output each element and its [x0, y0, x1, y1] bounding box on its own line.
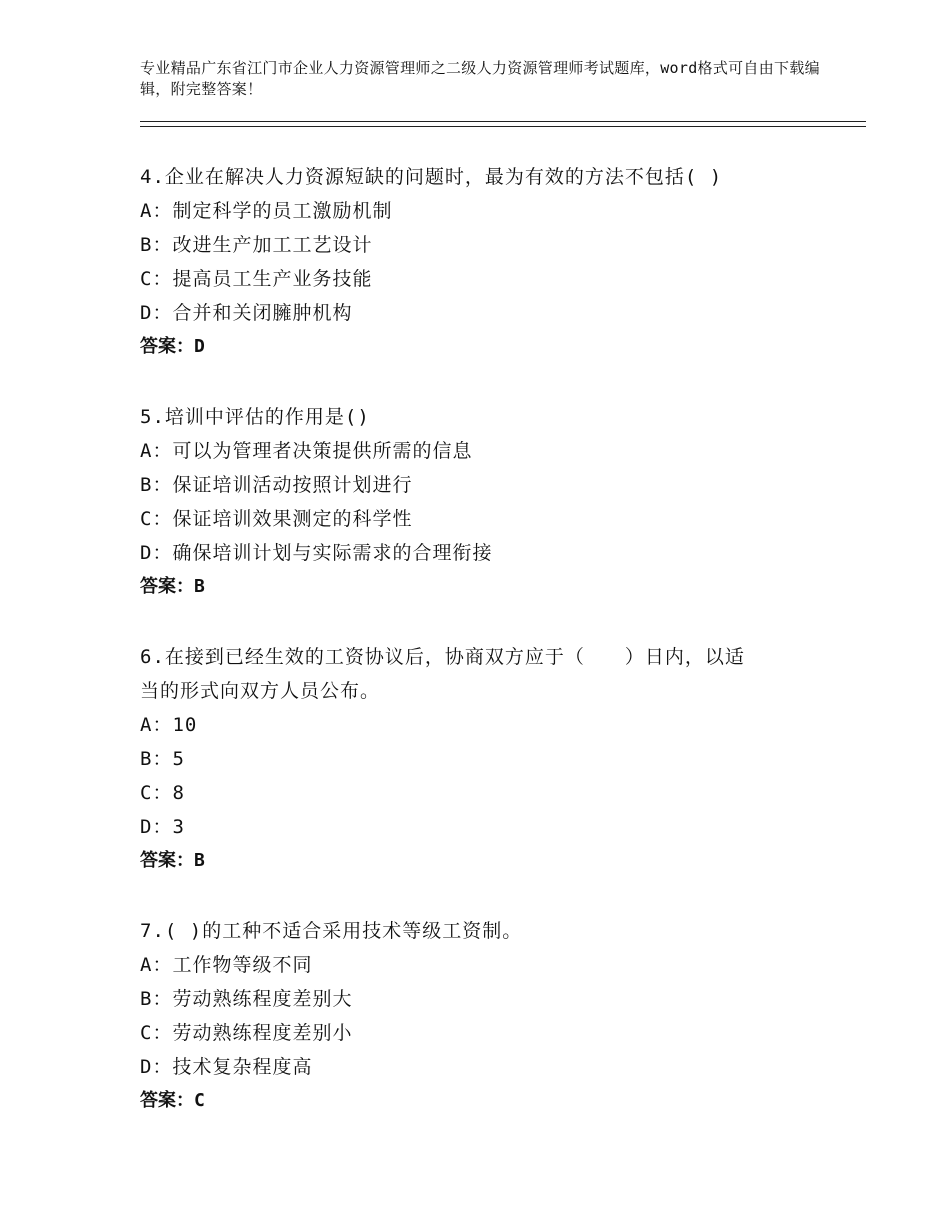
- option-a: A：工作物等级不同: [140, 954, 313, 976]
- option-b: B：劳动熟练程度差别大: [140, 988, 353, 1010]
- option-a: A：10: [140, 714, 198, 736]
- question-list: [140, 160, 840, 1154]
- answer-value: B: [194, 576, 205, 597]
- option-c: C：保证培训效果测定的科学性: [140, 508, 413, 530]
- option-b: B：改进生产加工工艺设计: [140, 234, 373, 256]
- document-header: 专业精品广东省江门市企业人力资源管理师之二级人力资源管理师考试题库，word格式可自由下载编辑，附完整答案！: [140, 59, 820, 98]
- answer-label: 答案：: [140, 850, 194, 871]
- question-block: [140, 640, 840, 878]
- answer-label: 答案：: [140, 336, 194, 357]
- question-block: [140, 914, 840, 1118]
- question-stem: 4.企业在解决人力资源短缺的问题时，最为有效的方法不包括( ): [140, 166, 723, 188]
- answer-value: B: [194, 850, 205, 871]
- option-a: A：可以为管理者决策提供所需的信息: [140, 440, 473, 462]
- question-stem: 7.( )的工种不适合采用技术等级工资制。: [140, 920, 523, 942]
- question-stem: 6.在接到已经生效的工资协议后，协商双方应于（ ）日内，以适: [140, 646, 745, 668]
- option-d: D：3: [140, 816, 185, 838]
- option-d: D：确保培训计划与实际需求的合理衔接: [140, 542, 493, 564]
- header-divider: [140, 121, 866, 127]
- question-block: [140, 400, 840, 604]
- answer-line: [140, 1084, 840, 1118]
- question-block: [140, 160, 840, 364]
- question-stem: 5.培训中评估的作用是(): [140, 406, 370, 428]
- answer-line: [140, 330, 840, 364]
- option-b: B：保证培训活动按照计划进行: [140, 474, 413, 496]
- option-d: D：技术复杂程度高: [140, 1056, 313, 1078]
- option-c: C：8: [140, 782, 185, 804]
- question-stem-continued: 当的形式向双方人员公布。: [140, 680, 381, 702]
- option-c: C：提高员工生产业务技能: [140, 268, 373, 290]
- option-c: C：劳动熟练程度差别小: [140, 1022, 353, 1044]
- answer-value: D: [194, 336, 205, 357]
- option-b: B：5: [140, 748, 185, 770]
- answer-label: 答案：: [140, 576, 194, 597]
- option-a: A：制定科学的员工激励机制: [140, 200, 393, 222]
- answer-value: C: [194, 1090, 205, 1111]
- answer-line: [140, 570, 840, 604]
- answer-label: 答案：: [140, 1090, 194, 1111]
- option-d: D：合并和关闭臃肿机构: [140, 302, 353, 324]
- answer-line: [140, 844, 840, 878]
